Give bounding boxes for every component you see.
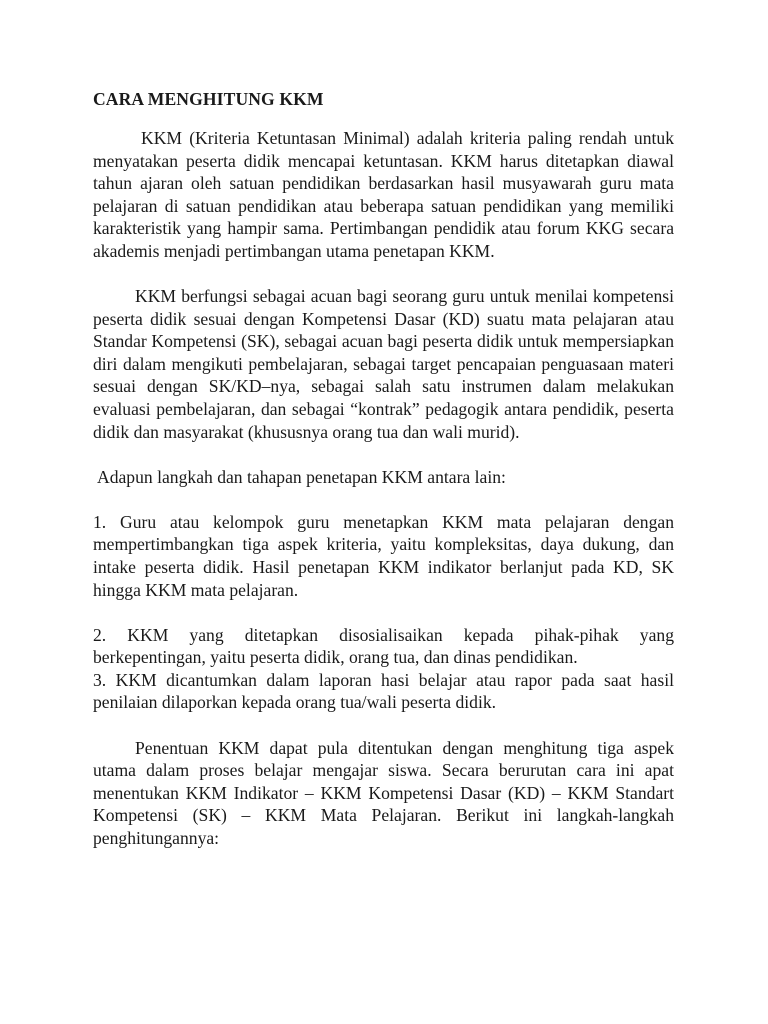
document-page [93,88,674,872]
paragraph-steps-intro: Adapun langkah dan tahapan penetapan KKM antara lain: [97,466,506,487]
document-title: CARA MENGHITUNG KKM [93,89,324,109]
list-item-step-1: 1. Guru atau kelompok guru menetapkan KKM mata pelajaran dengan mempertimbangkan tiga aspek kriteria, yaitu kompleksitas, daya dukung, dan intake peserta didik. Hasil penetapan KKM indikator berlanjut pada KD, SK hingga KKM mata pelajaran. [93,511,674,600]
paragraph-kkm-definition: KKM (Kriteria Ketuntasan Minimal) adalah kriteria paling rendah untuk menyatakan peserta didik mencapai ketuntasan. KKM harus ditetapkan diawal tahun ajaran oleh satuan pendidikan berdasarkan hasil musyawarah guru mata pelajaran di satuan pendidikan atau beberapa satuan pendidikan yang memiliki karakteristik yang hampir sama. Pertimbangan pendidik atau forum KKG secara akademis menjadi pertimbangan utama penetapan KKM. [93,128,674,261]
paragraph-calculation-intro: Penentuan KKM dapat pula ditentukan dengan menghitung tiga aspek utama dalam proses belajar mengajar siswa. Secara berurutan cara ini apat menentukan KKM Indikator – KKM Kompetensi Dasar (KD) – KKM Standart Kompetensi (SK) – KKM Mata Pelajaran. Berikut ini langkah-langkah penghitungannya: [93,737,674,848]
list-item-step-3: 3. KKM dicantumkan dalam laporan hasi belajar atau rapor pada saat hasil penilaian dilaporkan kepada orang tua/wali peserta didik. [93,669,674,713]
list-item-step-2: 2. KKM yang ditetapkan disosialisaikan kepada pihak-pihak yang berkepentingan, yaitu peserta didik, orang tua, dan dinas pendidikan. [93,624,674,668]
paragraph-kkm-function: KKM berfungsi sebagai acuan bagi seorang guru untuk menilai kompetensi peserta didik sesuai dengan Kompetensi Dasar (KD) suatu mata pelajaran atau Standar Kompetensi (SK), sebagai acuan bagi peserta didik untuk mempersiapkan diri dalam mengikuti pembelajaran, sebagai target pencapaian penguasaan materi sesuai dengan SK/KD–nya, sebagai salah satu instrumen dalam melakukan evaluasi pembelajaran, dan sebagai “kontrak” pedagogik antara pendidik, peserta didik dan masyarakat (khususnya orang tua dan wali murid). [93,286,674,442]
